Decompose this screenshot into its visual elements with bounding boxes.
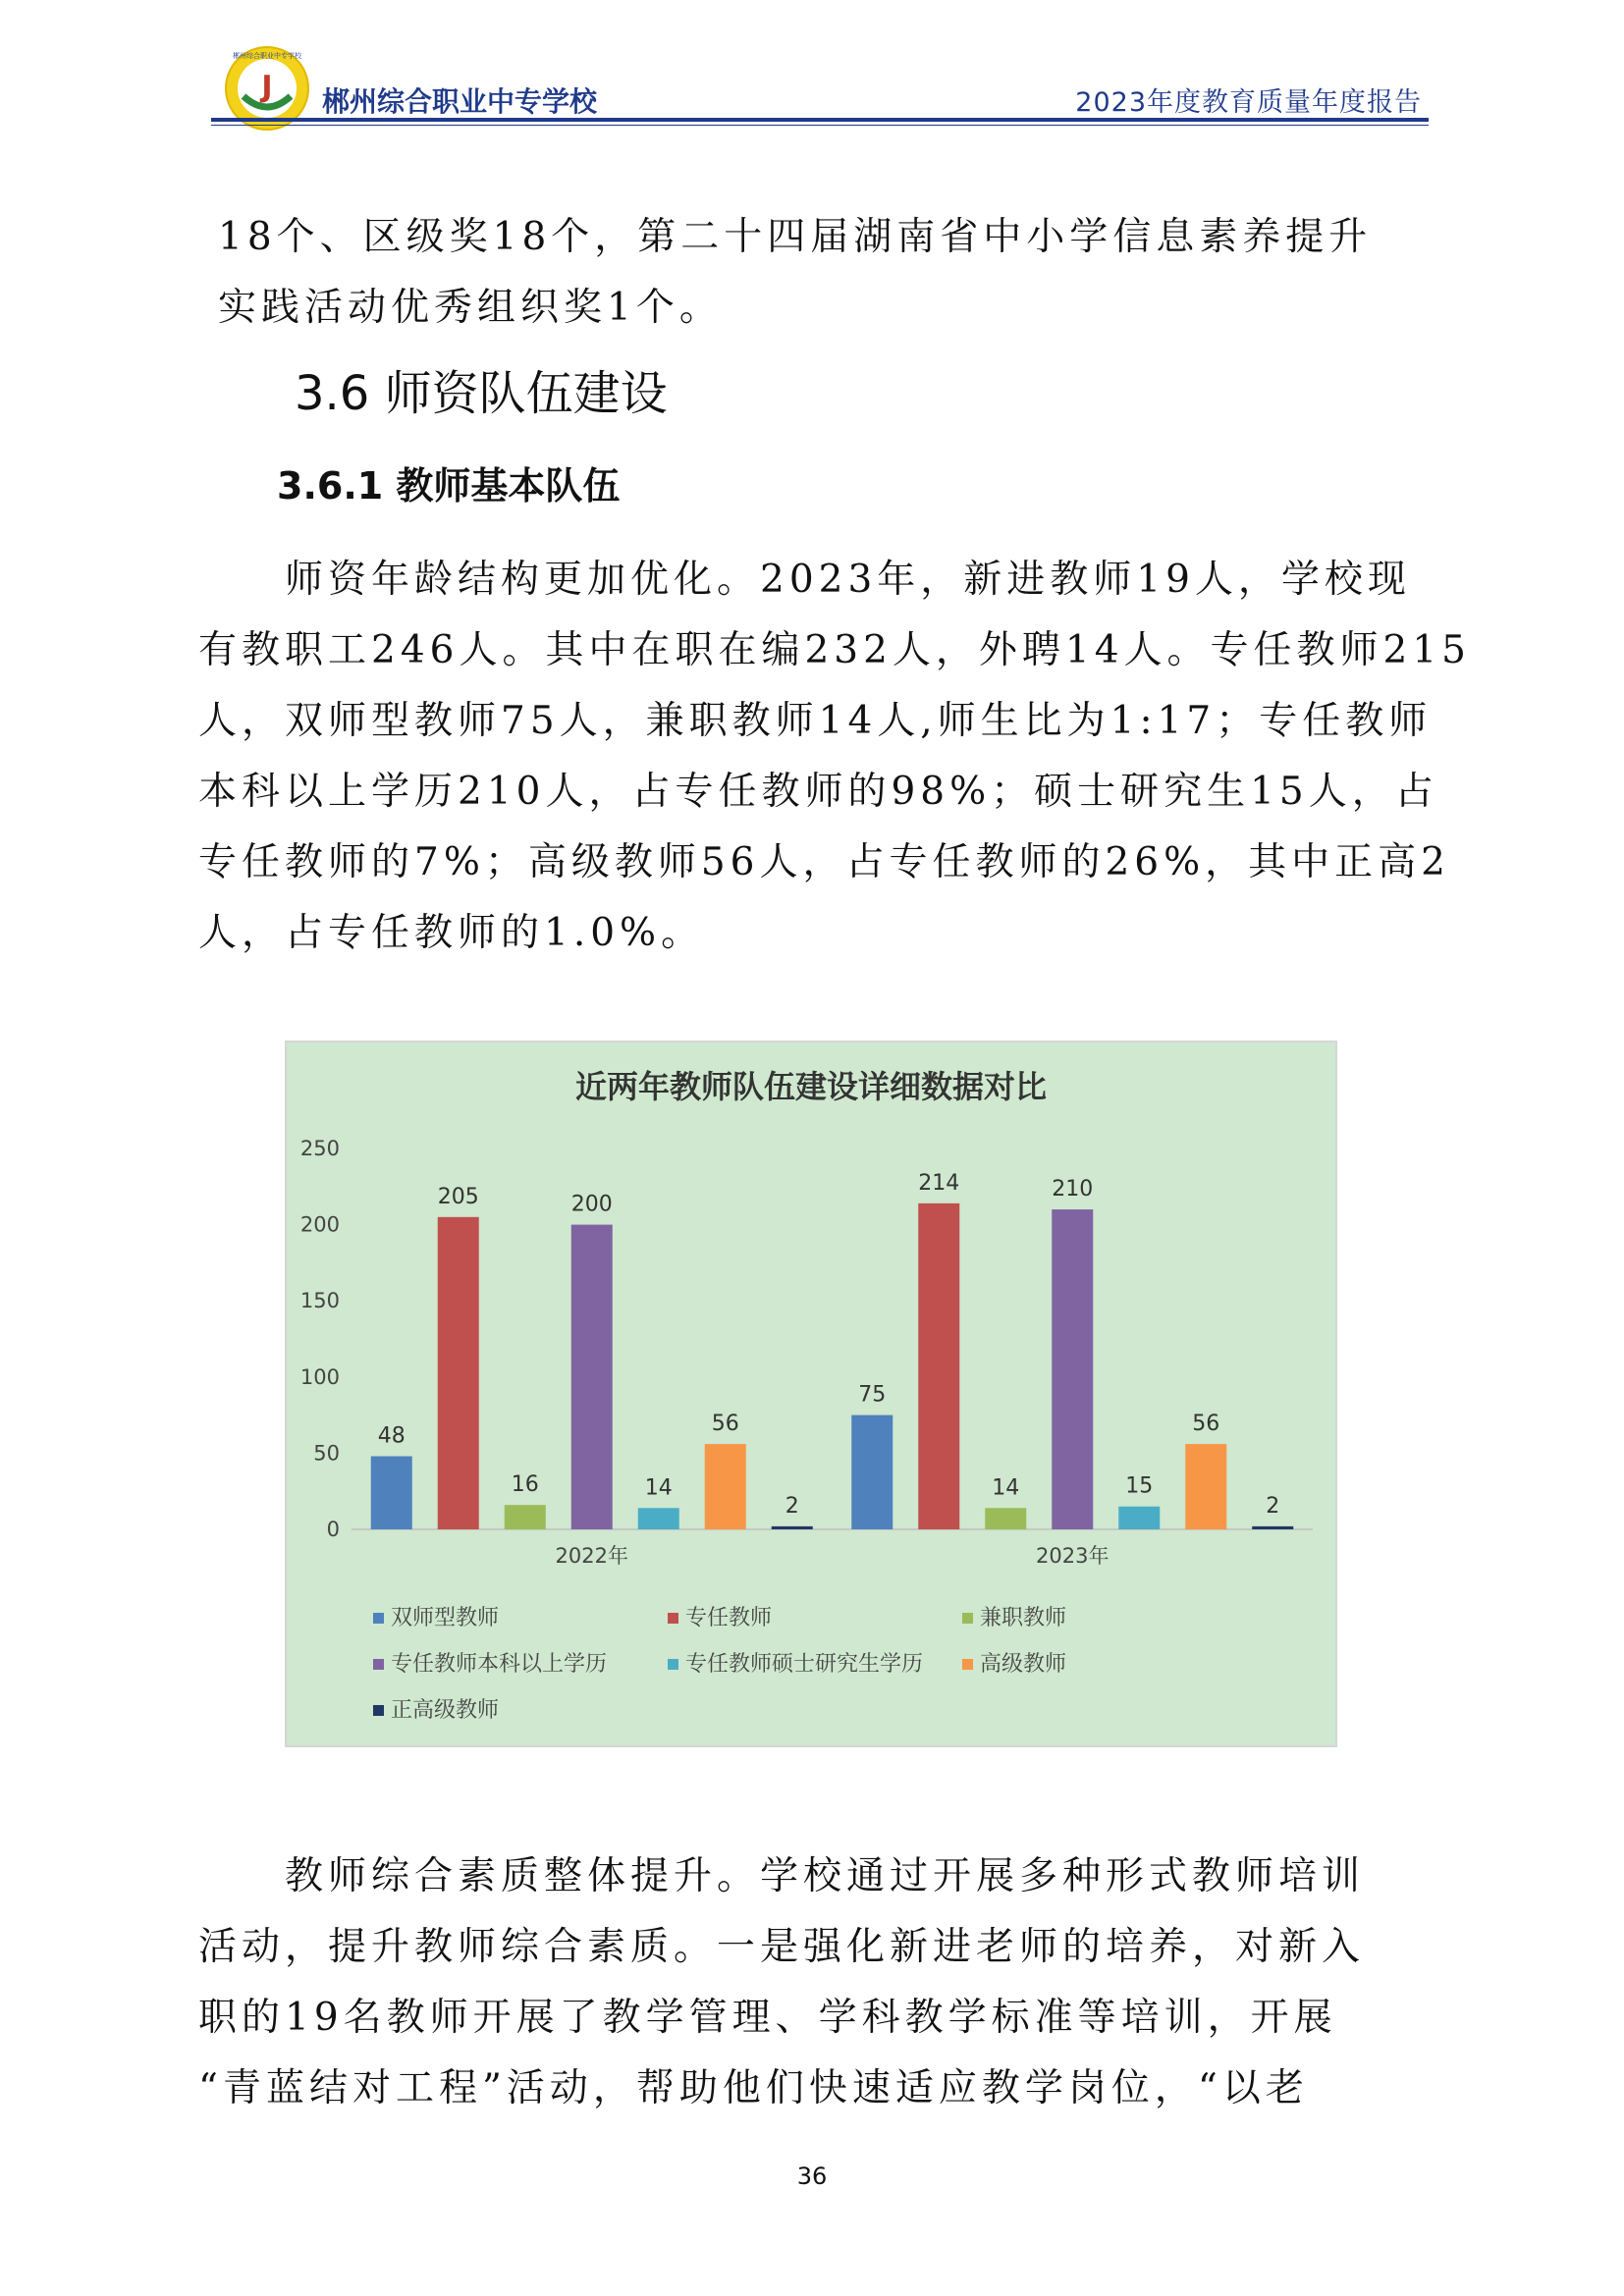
paragraph-line: 实践活动优秀组织奖1个。 [218, 286, 723, 330]
bar [638, 1508, 679, 1529]
header-rule-thin [211, 125, 1429, 126]
paragraph-line: 18个、区级奖18个，第二十四届湖南省中小学信息素养提升 [218, 215, 1373, 259]
paragraph-line: 师资年龄结构更加优化。2023年，新进教师19人，学校现 [285, 558, 1411, 602]
bar-value-label: 14 [644, 1475, 673, 1501]
bar [371, 1457, 412, 1529]
bar [505, 1505, 546, 1529]
bar-value-label: 48 [377, 1423, 406, 1449]
bar-value-label: 214 [918, 1170, 960, 1196]
paragraph-line: 职的19名教师开展了教学管理、学科教学标准等培训，开展 [198, 1996, 1337, 2040]
legend-label: 正高级教师 [391, 1698, 500, 1723]
y-tick-label: 200 [299, 1212, 340, 1237]
legend-label: 双师型教师 [391, 1606, 500, 1630]
paragraph-line: 专任教师的7%；高级教师56人，占专任教师的26%，其中正高2 [198, 840, 1450, 884]
section-heading: 3.6 师资队伍建设 [295, 366, 668, 421]
bar-value-label: 200 [570, 1192, 613, 1217]
legend-swatch [668, 1613, 678, 1624]
bar-value-label: 2 [785, 1493, 799, 1519]
paragraph-line: “青蓝结对工程”活动，帮助他们快速适应教学岗位，“以老 [198, 2066, 1309, 2110]
legend-swatch [668, 1659, 678, 1670]
bar-value-label: 14 [992, 1475, 1020, 1501]
bar-value-label: 56 [1192, 1412, 1220, 1437]
bar [571, 1225, 613, 1529]
paragraph-line: 活动，提升教师综合素质。一是强化新进老师的培养，对新入 [198, 1925, 1366, 1969]
paragraph-line: 本科以上学历210人，占专任教师的98%；硕士研究生15人，占 [198, 770, 1438, 814]
bar [1118, 1507, 1160, 1529]
x-category-label: 2022年 [555, 1544, 628, 1568]
bar-chart [287, 1042, 1335, 1745]
intro-paragraph [218, 202, 1372, 344]
bar [1185, 1444, 1226, 1529]
header-rule [211, 118, 1429, 122]
bar-value-label: 56 [711, 1412, 739, 1437]
bar-value-label: 205 [437, 1184, 479, 1209]
subsection-heading: 3.6.1 教师基本队伍 [277, 464, 621, 507]
legend-label: 高级教师 [980, 1652, 1067, 1677]
bar [1252, 1526, 1293, 1529]
school-name: 郴州综合职业中专学校 [322, 85, 598, 118]
legend-swatch [373, 1613, 384, 1624]
bar-value-label: 75 [858, 1382, 887, 1408]
legend-label: 专任教师硕士研究生学历 [685, 1652, 924, 1677]
legend-swatch [962, 1613, 973, 1624]
report-title: 2023年度教育质量年度报告 [1075, 87, 1422, 118]
y-tick-label: 50 [313, 1441, 340, 1466]
paragraph-line: 人，占专任教师的1.0%。 [198, 911, 705, 955]
bar-value-label: 210 [1052, 1177, 1094, 1202]
bar [1052, 1209, 1093, 1529]
y-tick-label: 250 [299, 1137, 340, 1160]
bar [918, 1203, 959, 1529]
bar-value-label: 16 [511, 1472, 539, 1498]
logo-ring-text: 郴州综合职业中专学校 [233, 52, 301, 60]
bar [705, 1444, 746, 1529]
legend-label: 专任教师本科以上学历 [391, 1652, 608, 1677]
legend-swatch [962, 1659, 973, 1670]
y-tick-label: 100 [299, 1364, 340, 1389]
page-number: 36 [796, 2163, 828, 2190]
paragraph-line: 有教职工246人。其中在职在编232人，外聘14人。专任教师215 [198, 628, 1471, 672]
y-tick-label: 0 [326, 1518, 340, 1541]
bar-value-label: 15 [1125, 1473, 1154, 1499]
legend-label: 兼职教师 [980, 1606, 1067, 1630]
bar [438, 1217, 479, 1529]
paragraph-line: 教师综合素质整体提升。学校通过开展多种形式教师培训 [285, 1854, 1366, 1898]
legend-label: 专任教师 [685, 1606, 773, 1630]
x-category-label: 2023年 [1036, 1544, 1110, 1568]
legend-swatch [373, 1659, 384, 1670]
paragraph-line: 人，双师型教师75人，兼职教师14人,师生比为1:17；专任教师 [198, 699, 1433, 743]
legend-swatch [373, 1705, 384, 1716]
logo-letter: J [261, 70, 273, 104]
bar [772, 1526, 813, 1529]
y-tick-label: 150 [299, 1289, 340, 1313]
chart-title: 近两年教师队伍建设详细数据对比 [574, 1068, 1048, 1105]
bar [851, 1415, 893, 1529]
paragraph-teacher-quality [198, 1842, 1365, 2124]
bar-value-label: 2 [1266, 1493, 1280, 1519]
page-header [196, 39, 1434, 128]
paragraph-teacher-structure [198, 545, 1471, 969]
chart-container [285, 1041, 1337, 1747]
bar [985, 1508, 1026, 1529]
